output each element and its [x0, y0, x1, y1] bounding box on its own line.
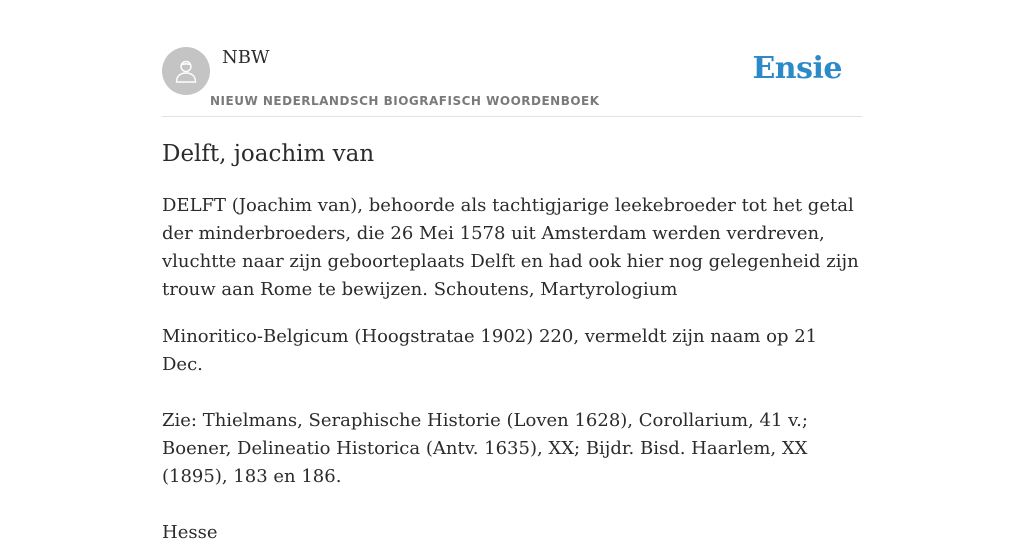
article-content	[162, 138, 862, 547]
source-avatar[interactable]	[162, 47, 210, 95]
article-title: Delft, joachim van	[162, 141, 375, 167]
article-author: Hesse	[162, 522, 218, 543]
article-paragraph-2: Minoritico-Belgicum (Hoogstratae 1902) 220, vermeldt zijn naam op 21 Dec.	[162, 326, 818, 375]
source-abbreviation[interactable]: NBW	[222, 47, 270, 68]
source-full-name: NIEUW NEDERLANDSCH BIOGRAFISCH WOORDENBOEK	[210, 94, 600, 108]
source-header	[162, 0, 862, 117]
user-icon	[172, 57, 200, 85]
brand-logo[interactable]: Ensie	[752, 51, 842, 86]
article-paragraph-1: DELFT (Joachim van), behoorde als tachtigjarige leekebroeder tot het getal der minderbroeders, die 26 Mei 1578 uit Amsterdam werden verdreven, vluchtte naar zijn geboorteplaats Delft en had ook hier nog gelegenheid zijn trouw aan Rome te bewijzen. Schoutens, Martyrologium	[162, 195, 859, 300]
article-references: Zie: Thielmans, Seraphische Historie (Loven 1628), Corollarium, 41 v.; Boener, Delineatio Historica (Antv. 1635), XX; Bijdr. Bisd. Haarlem, XX (1895), 183 en 186.	[162, 410, 808, 487]
